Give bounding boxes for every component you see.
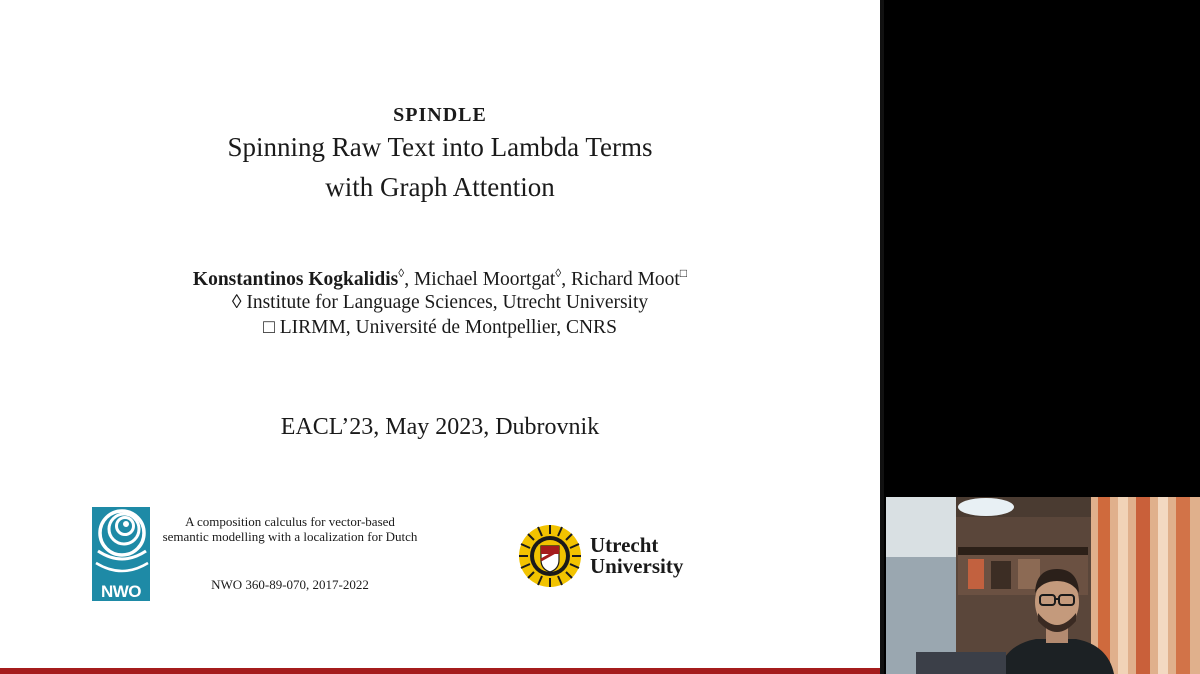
utrecht-university-seal-icon [518, 524, 582, 588]
utrecht-university-wordmark [590, 535, 683, 577]
author-kogkalidis: Konstantinos Kogkalidis [192, 269, 399, 290]
title-line-2: with Graph Attention [325, 172, 555, 202]
grant-description: A composition calculus for vector-based semantic modelling with a localization for Dutch [162, 514, 418, 544]
title-line-1: Spinning Raw Text into Lambda Terms [227, 132, 653, 162]
affil-mark-1: ◊ [398, 266, 405, 280]
affil-mark-3: □ [679, 266, 688, 280]
slide-bottom-bar [0, 668, 880, 674]
affil-mark-2: ◊ [555, 266, 562, 280]
author-moot: Richard Moot [570, 269, 680, 290]
presenter-webcam [886, 497, 1200, 674]
author-separator-1: , [404, 269, 414, 290]
title-acronym: SPINDLE [393, 104, 487, 126]
author-separator-2: , [561, 269, 571, 290]
uu-name-line-2: University [590, 554, 684, 578]
affiliation-utrecht: ◊ Institute for Language Sciences, Utrecht University [231, 292, 649, 313]
nwo-logo-icon [92, 507, 150, 601]
event-line: EACL’23, May 2023, Dubrovnik [280, 414, 600, 440]
nwo-logo-text: NWO [100, 582, 142, 601]
author-moortgat: Michael Moortgat [413, 269, 556, 290]
affiliation-lirmm: □ LIRMM, Université de Montpellier, CNRS [263, 317, 617, 338]
slide-divider [880, 0, 884, 674]
authors-line [0, 266, 880, 291]
uu-name-line-1: Utrecht [590, 533, 659, 557]
grant-number: NWO 360-89-070, 2017-2022 [211, 577, 369, 592]
